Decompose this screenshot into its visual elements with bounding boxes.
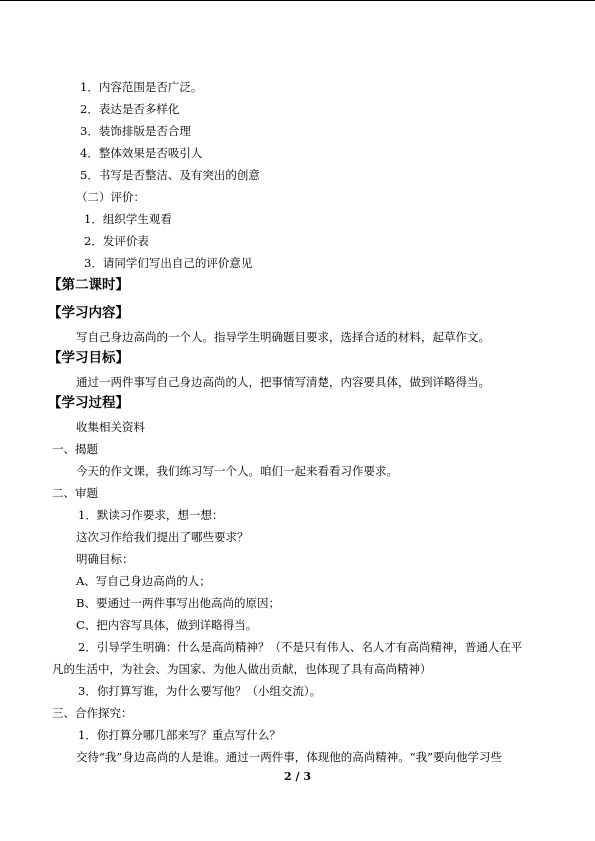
evaluation-item-2: 2．发评价表 <box>84 234 149 248</box>
evaluation-subheading: （二）评价： <box>76 190 145 204</box>
criteria-item-2: 2．表达是否多样化 <box>80 102 180 116</box>
section-heading-goals: 【学习目标】 <box>48 350 129 366</box>
step-1-paragraph: 今天的作文课，我们练习写一个人。咱们一起来看看习作要求。 <box>76 464 398 478</box>
page-top-border <box>0 0 595 1</box>
evaluation-item-3: 3．请同学们写出自己的评价意见 <box>84 256 253 270</box>
evaluation-item-1: 1．组织学生观看 <box>84 212 172 226</box>
step-heading-3: 三、合作探究： <box>52 706 133 720</box>
step-heading-1: 一、揭题 <box>52 442 98 456</box>
criteria-item-3: 3．装饰排版是否合理 <box>80 124 191 138</box>
step-heading-2: 二、审题 <box>52 486 98 500</box>
section-heading-content: 【学习内容】 <box>48 305 129 321</box>
goal-a: A、写自己身边高尚的人； <box>76 574 211 588</box>
step-3-paragraph: 交待“我”身边高尚的人是谁。通过一两件事，体现他的高尚精神。“我”要向他学习些 <box>76 750 503 764</box>
process-text: 收集相关资料 <box>76 420 145 434</box>
criteria-item-1: 1．内容范围是否广泛。 <box>80 80 203 94</box>
content-paragraph: 写自己身边高尚的一个人。指导学生明确题目要求，选择合适的材料，起草作文。 <box>76 330 490 344</box>
step-2-item-2: 2．引导学生明确：什么是高尚精神？（不是只有伟人、名人才有高尚精神，普通人在平 <box>78 640 523 654</box>
step-2-item-1: 1．默读习作要求，想一想： <box>78 508 224 522</box>
criteria-item-5: 5．书写是否整洁、及有突出的创意 <box>80 168 260 182</box>
step-2-item-3: 3．你打算写谁，为什么要写他？（小组交流）。 <box>78 684 322 698</box>
criteria-item-4: 4．整体效果是否吸引人 <box>80 146 203 160</box>
goals-paragraph: 通过一两件事写自己身边高尚的人，把事情写清楚，内容要具体，做到详略得当。 <box>76 375 490 389</box>
section-heading-process: 【学习过程】 <box>48 395 129 411</box>
step-3-item-1: 1．你打算分哪几部来写？重点写什么？ <box>78 728 281 742</box>
goal-c: C、把内容写具体，做到详略得当。 <box>76 618 258 632</box>
page-number: 2 / 3 <box>284 770 311 783</box>
step-2-item-2-cont: 凡的生活中，为社会、为国家、为他人做出贡献，也体现了具有高尚精神） <box>52 662 432 676</box>
step-2-text-2: 明确目标： <box>76 552 134 566</box>
goal-b: B、要通过一两件事写出他高尚的原因； <box>76 596 280 610</box>
section-heading-second-lesson: 【第二课时】 <box>48 277 129 293</box>
step-2-text-1: 这次习作给我们提出了哪些要求？ <box>76 530 249 544</box>
